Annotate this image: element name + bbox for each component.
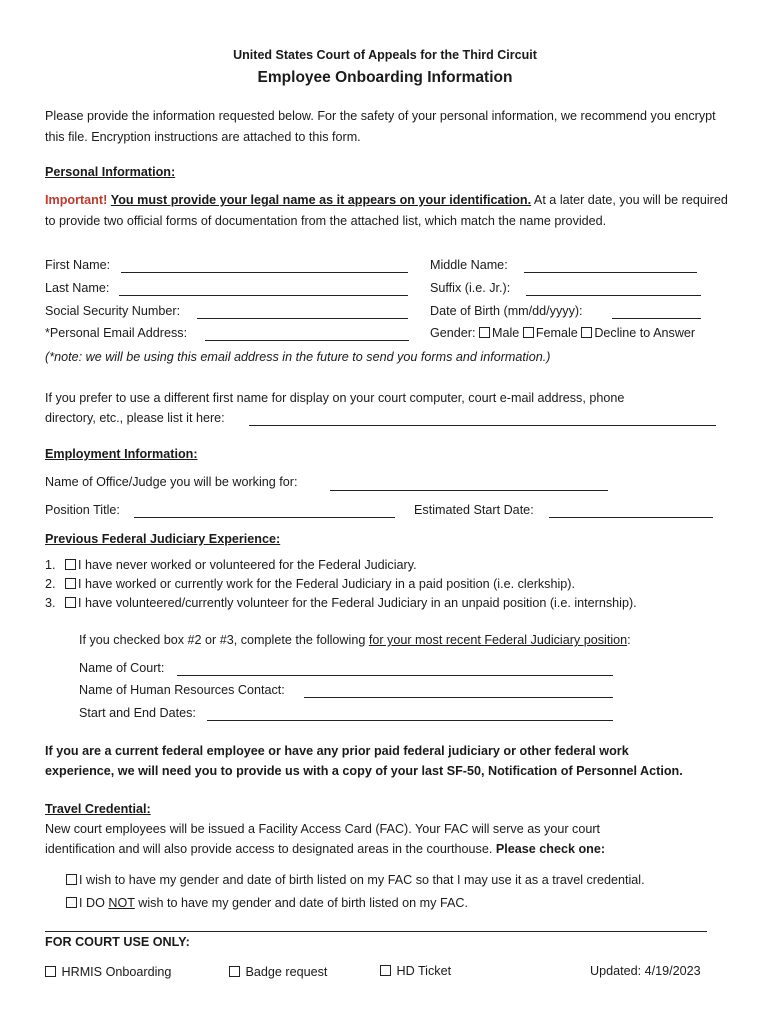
personal-info-heading: Personal Information: bbox=[45, 165, 176, 179]
court-name: United States Court of Appeals for the Third Circuit bbox=[233, 48, 537, 62]
gender-decline-checkbox[interactable] bbox=[581, 327, 592, 338]
travel-option-2-pre: I DO bbox=[79, 896, 109, 910]
gender-label: Gender: bbox=[430, 326, 476, 340]
gender-male-checkbox[interactable] bbox=[479, 327, 490, 338]
travel-option-2-not: NOT bbox=[108, 896, 135, 910]
followup-underlined: for your most recent Federal Judiciary position bbox=[368, 633, 628, 647]
dob-field[interactable] bbox=[612, 318, 701, 319]
item-text: I have never worked or volunteered for the Federal Judiciary. bbox=[78, 558, 417, 572]
sf50-line2: experience, we will need you to provide us with a copy of your last SF-50, Notification of Personnel Action. bbox=[45, 764, 683, 778]
divider bbox=[45, 931, 707, 932]
first-name-label: First Name: bbox=[45, 258, 111, 272]
travel-option-2 bbox=[66, 896, 468, 910]
ssn-label: Social Security Number: bbox=[45, 304, 181, 318]
experience-checkbox-3[interactable] bbox=[65, 597, 76, 608]
travel-heading: Travel Credential: bbox=[45, 802, 151, 816]
office-label: Name of Office/Judge you will be working for: bbox=[45, 475, 298, 489]
court-use-heading: FOR COURT USE ONLY: bbox=[45, 935, 190, 949]
email-label: *Personal Email Address: bbox=[45, 326, 188, 340]
travel-line2 bbox=[45, 842, 605, 856]
hd-ticket-option bbox=[380, 964, 451, 978]
first-name-field[interactable] bbox=[121, 272, 408, 273]
item-number: 1. bbox=[45, 558, 56, 572]
preferred-name-line2: directory, etc., please list it here: bbox=[45, 411, 225, 425]
start-date-field[interactable] bbox=[549, 517, 713, 518]
badge-label: Badge request bbox=[245, 965, 328, 979]
ssn-field[interactable] bbox=[197, 318, 408, 319]
hrmis-checkbox[interactable] bbox=[45, 966, 56, 977]
start-date-label: Estimated Start Date: bbox=[414, 503, 534, 517]
experience-checkbox-1[interactable] bbox=[65, 559, 76, 570]
hd-ticket-checkbox[interactable] bbox=[380, 965, 391, 976]
badge-option bbox=[229, 965, 327, 979]
item-number: 3. bbox=[45, 596, 56, 610]
gender-decline-label: Decline to Answer bbox=[594, 326, 696, 340]
gender-group bbox=[430, 326, 695, 340]
important-bold: You must provide your legal name as it appears on your identification. bbox=[110, 193, 532, 207]
travel-option-1-text: I wish to have my gender and date of birth listed on my FAC so that I may use it as a travel credential. bbox=[79, 873, 645, 887]
last-name-field[interactable] bbox=[119, 295, 408, 296]
important-label: Important! bbox=[45, 193, 108, 207]
important-rest: At a later date, you will be required to provide two official forms of documentation from the attached list, which match the name provided. bbox=[45, 193, 728, 228]
experience-item bbox=[45, 558, 417, 572]
preferred-name-line1: If you prefer to use a different first name for display on your court computer, court e-mail address, phone bbox=[45, 391, 625, 405]
gender-female-checkbox[interactable] bbox=[523, 327, 534, 338]
experience-item bbox=[45, 596, 637, 610]
travel-option-2-checkbox[interactable] bbox=[66, 897, 77, 908]
gender-male-label: Male bbox=[492, 326, 520, 340]
travel-line1: New court employees will be issued a Facility Access Card (FAC). Your FAC will serve as your court bbox=[45, 822, 601, 836]
travel-check-one: Please check one: bbox=[495, 842, 606, 856]
item-number: 2. bbox=[45, 577, 56, 591]
followup-post: : bbox=[627, 633, 631, 647]
intro-text: Please provide the information requested below. For the safety of your personal information, we recommend you encrypt this file. Encryption instructions are attached to this form. bbox=[45, 109, 716, 144]
hrmis-label: HRMIS Onboarding bbox=[61, 965, 172, 979]
email-field[interactable] bbox=[205, 340, 409, 341]
suffix-label: Suffix (i.e. Jr.): bbox=[430, 281, 511, 295]
gender-female-label: Female bbox=[535, 326, 578, 340]
hr-contact-field[interactable] bbox=[304, 697, 613, 698]
travel-line2-text: identification and will also provide access to designated areas in the courthouse. bbox=[45, 842, 496, 856]
middle-name-field[interactable] bbox=[524, 272, 697, 273]
item-text: I have volunteered/currently volunteer for the Federal Judiciary in an unpaid position (i.e. internship). bbox=[78, 596, 637, 610]
last-name-label: Last Name: bbox=[45, 281, 110, 295]
email-note: (*note: we will be using this email address in the future to send you forms and information.) bbox=[45, 350, 551, 364]
travel-option-2-post: wish to have my gender and date of birth listed on my FAC. bbox=[134, 896, 468, 910]
item-text: I have worked or currently work for the Federal Judiciary in a paid position (i.e. clerkship). bbox=[78, 577, 575, 591]
court-name-field[interactable] bbox=[177, 675, 613, 676]
preferred-name-field[interactable] bbox=[249, 425, 716, 426]
dates-field[interactable] bbox=[207, 720, 613, 721]
travel-option-1-checkbox[interactable] bbox=[66, 874, 77, 885]
position-field[interactable] bbox=[134, 517, 395, 518]
position-label: Position Title: bbox=[45, 503, 120, 517]
dates-label: Start and End Dates: bbox=[79, 706, 196, 720]
experience-checkbox-2[interactable] bbox=[65, 578, 76, 589]
form-title: Employee Onboarding Information bbox=[257, 69, 513, 86]
badge-checkbox[interactable] bbox=[229, 966, 240, 977]
followup-pre: If you checked box #2 or #3, complete the following bbox=[79, 633, 369, 647]
employment-heading: Employment Information: bbox=[45, 447, 198, 461]
hrmis-option bbox=[45, 965, 171, 979]
hd-ticket-label: HD Ticket bbox=[396, 964, 452, 978]
followup-instruction bbox=[79, 633, 631, 647]
hr-contact-label: Name of Human Resources Contact: bbox=[79, 683, 285, 697]
court-name-label: Name of Court: bbox=[79, 661, 165, 675]
experience-heading: Previous Federal Judiciary Experience: bbox=[45, 532, 281, 546]
updated-date: Updated: 4/19/2023 bbox=[590, 964, 701, 978]
dob-label: Date of Birth (mm/dd/yyyy): bbox=[430, 304, 583, 318]
travel-option-1 bbox=[66, 873, 645, 887]
sf50-line1: If you are a current federal employee or have any prior paid federal judiciary or other federal work bbox=[45, 744, 629, 758]
office-field[interactable] bbox=[330, 490, 608, 491]
suffix-field[interactable] bbox=[526, 295, 701, 296]
important-notice bbox=[45, 190, 735, 231]
experience-item bbox=[45, 577, 575, 591]
middle-name-label: Middle Name: bbox=[430, 258, 508, 272]
